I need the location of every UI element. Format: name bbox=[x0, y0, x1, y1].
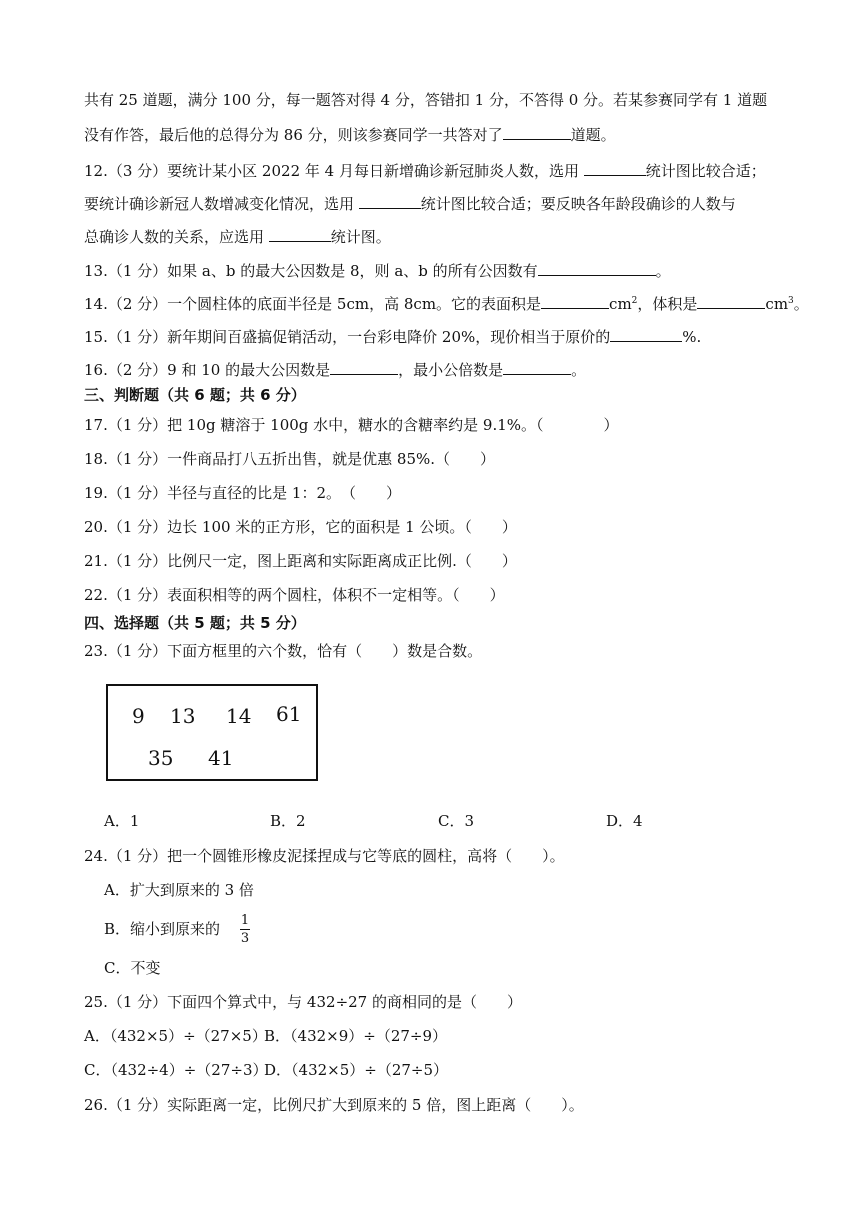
q14-text: 14.（2 分）一个圆柱体的底面半径是 5cm，高 8cm。它的表面积是 bbox=[84, 295, 542, 313]
option-b[interactable]: B．2 bbox=[270, 812, 306, 830]
q23-stem: 23.（1 分）下面方框里的六个数，恰有（ ）数是合数。 bbox=[84, 642, 483, 660]
q14-sup: 2 bbox=[631, 296, 638, 306]
answer-blank[interactable] bbox=[541, 293, 609, 309]
q11-line1: 共有 25 道题，满分 100 分，每一题答对得 4 分，答错扣 1 分，不答得 0 分。若某参赛同学有 1 道题 bbox=[84, 91, 768, 109]
box-number: 9 bbox=[132, 704, 145, 728]
fraction-bar bbox=[240, 929, 250, 930]
q24-stem: 24.（1 分）把一个圆锥形橡皮泥揉捏成与它等底的圆柱，高将（ ）。 bbox=[84, 847, 565, 865]
answer-blank[interactable] bbox=[503, 359, 571, 375]
q14 bbox=[84, 293, 809, 315]
fraction-one-third bbox=[240, 913, 250, 946]
box-number: 41 bbox=[208, 746, 234, 770]
box-number: 13 bbox=[170, 704, 196, 728]
q12-text3-end: 统计图。 bbox=[330, 228, 391, 246]
q13 bbox=[84, 260, 671, 282]
option-a[interactable]: A．扩大到原来的 3 倍 bbox=[104, 881, 254, 899]
box-number: 14 bbox=[226, 704, 252, 728]
q15 bbox=[84, 326, 701, 348]
q11-line2 bbox=[84, 124, 616, 146]
answer-blank[interactable] bbox=[330, 359, 398, 375]
option-b[interactable]: B．（432×9）÷（27÷9） bbox=[264, 1027, 448, 1045]
q15-text: 15.（1 分）新年期间百盛搞促销活动，一台彩电降价 20%，现价相当于原价的 bbox=[84, 328, 611, 346]
q16-text2: ，最小公倍数是 bbox=[398, 361, 504, 379]
q11-text: 没有作答，最后他的总得分为 86 分，则该参赛同学一共答对了 bbox=[84, 126, 503, 144]
fraction-denominator: 3 bbox=[240, 931, 250, 946]
q16-end: 。 bbox=[571, 361, 587, 379]
q14-unit: cm bbox=[609, 295, 632, 313]
option-c[interactable]: C．（432÷4）÷（27÷3） bbox=[84, 1061, 268, 1079]
q16 bbox=[84, 359, 586, 381]
judge-item: 19.（1 分）半径与直径的比是 1：2。 （ ） bbox=[84, 484, 402, 502]
section-heading-choice: 四、选择题（共 5 题；共 5 分） bbox=[84, 614, 306, 632]
answer-blank[interactable] bbox=[503, 124, 571, 140]
option-d[interactable]: D．4 bbox=[606, 812, 643, 830]
option-d[interactable]: D．（432×5）÷（27÷5） bbox=[264, 1061, 449, 1079]
option-a[interactable]: A．（432×5）÷（27×5） bbox=[84, 1027, 267, 1045]
answer-blank[interactable] bbox=[359, 193, 421, 209]
answer-blank[interactable] bbox=[610, 326, 682, 342]
q12-line1 bbox=[84, 160, 766, 182]
q14-text2: ，体积是 bbox=[637, 295, 698, 313]
q14-sup2: 3 bbox=[788, 296, 794, 306]
q16-text: 16.（2 分）9 和 10 的最大公因数是 bbox=[84, 361, 331, 379]
judge-item: 20.（1 分）边长 100 米的正方形，它的面积是 1 公顷。（ ） bbox=[84, 518, 517, 536]
q25-stem: 25.（1 分）下面四个算式中，与 432÷27 的商相同的是（ ） bbox=[84, 993, 522, 1011]
section-heading-judge: 三、判断题（共 6 题；共 6 分） bbox=[84, 386, 306, 404]
answer-blank[interactable] bbox=[697, 293, 765, 309]
q12-line3 bbox=[84, 226, 391, 248]
q13-text: 13.（1 分）如果 a、b 的最大公因数是 8，则 a、b 的所有公因数有 bbox=[84, 262, 538, 280]
judge-item: 17.（1 分）把 10g 糖溶于 100g 水中，糖水的含糖率约是 9.1%。（ ） bbox=[84, 416, 619, 434]
q12-text: 12.（3 分）要统计某小区 2022 年 4 月每日新增确诊新冠肺炎人数，选用 bbox=[84, 162, 584, 180]
q26-stem: 26.（1 分）实际距离一定，比例尺扩大到原来的 5 倍，图上距离（ ）。 bbox=[84, 1096, 584, 1114]
option-a[interactable]: A．1 bbox=[104, 812, 140, 830]
option-c[interactable]: C．3 bbox=[438, 812, 475, 830]
judge-item: 21.（1 分）比例尺一定，图上距离和实际距离成正比例.（ ） bbox=[84, 552, 517, 570]
judge-item: 18.（1 分）一件商品打八五折出售，就是优惠 85%.（ ） bbox=[84, 450, 496, 468]
q12-text-end: 统计图比较合适； bbox=[645, 162, 766, 180]
option-b[interactable]: B．缩小到原来的 bbox=[104, 920, 221, 938]
q12-text2-end: 统计图比较合适；要反映各年龄段确诊的人数与 bbox=[420, 195, 736, 213]
option-c[interactable]: C．不变 bbox=[104, 959, 161, 977]
q11-text-end: 道题。 bbox=[570, 126, 616, 144]
judge-item: 22.（1 分）表面积相等的两个圆柱，体积不一定相等。（ ） bbox=[84, 586, 505, 604]
q12-text3: 总确诊人数的关系，应选用 bbox=[84, 228, 269, 246]
q14-unit2: cm bbox=[765, 295, 789, 313]
number-box bbox=[106, 684, 318, 781]
answer-blank[interactable] bbox=[269, 226, 331, 242]
fraction-numerator: 1 bbox=[240, 913, 250, 928]
answer-blank[interactable] bbox=[584, 160, 646, 176]
q13-end: 。 bbox=[655, 262, 671, 280]
q12-text2: 要统计确诊新冠人数增减变化情况，选用 bbox=[84, 195, 359, 213]
answer-blank[interactable] bbox=[538, 260, 656, 276]
q14-end: 。 bbox=[793, 295, 809, 313]
q12-line2 bbox=[84, 193, 736, 215]
q15-end: %. bbox=[682, 328, 702, 346]
box-number: 35 bbox=[148, 746, 174, 770]
box-number: 61 bbox=[276, 702, 302, 726]
